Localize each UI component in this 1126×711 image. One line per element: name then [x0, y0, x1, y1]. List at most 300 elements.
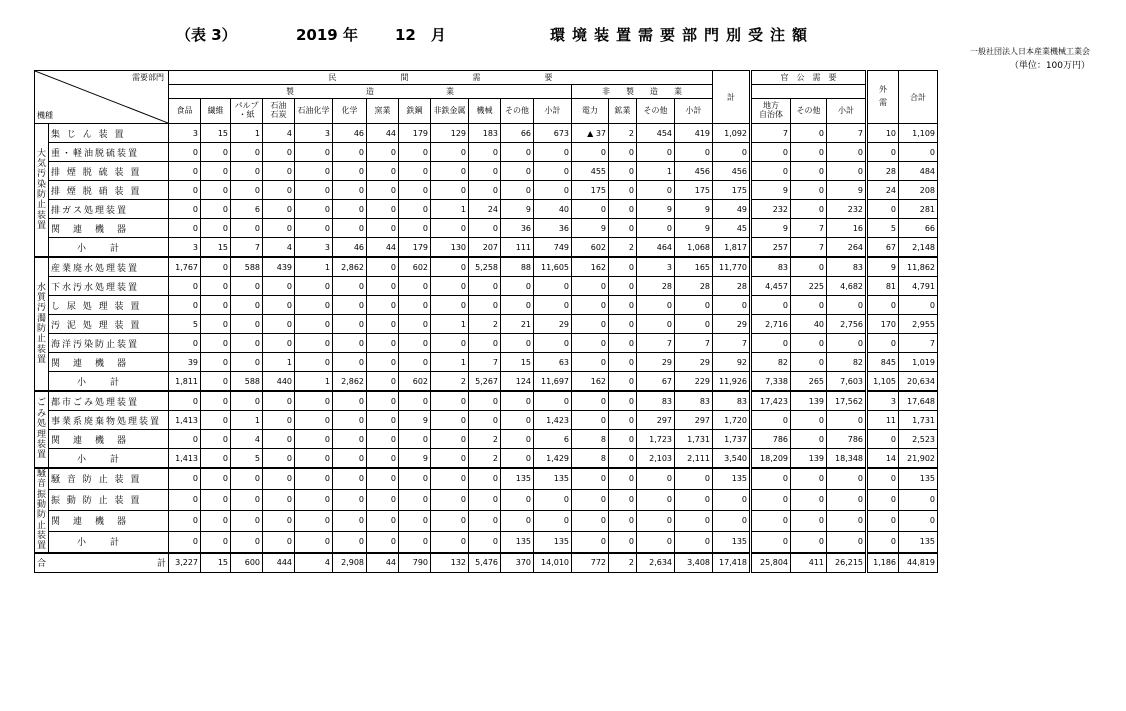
value-cell: 0: [231, 219, 263, 238]
value-cell: 17,562: [827, 391, 867, 411]
value-cell: 135: [534, 531, 572, 552]
value-cell: 0: [572, 200, 609, 219]
value-cell: 0: [791, 430, 827, 449]
row-label: 下水汚水処理装置: [49, 277, 169, 296]
grand-value-cell: 411: [791, 553, 827, 573]
value-cell: 0: [263, 296, 295, 315]
value-cell: 1: [637, 162, 675, 181]
col-header: 小計: [534, 99, 572, 124]
value-cell: 265: [791, 372, 827, 392]
value-cell: 0: [609, 411, 637, 430]
value-cell: 0: [201, 411, 231, 430]
value-cell: 0: [333, 353, 367, 372]
value-cell: 1: [295, 372, 333, 392]
value-cell: 14: [867, 449, 899, 469]
value-cell: 83: [751, 257, 791, 277]
value-cell: 0: [572, 510, 609, 531]
grand-value-cell: 4: [295, 553, 333, 573]
value-cell: 0: [791, 334, 827, 353]
row-label: 汚 泥 処 理 装 置: [49, 315, 169, 334]
value-cell: 9: [751, 181, 791, 200]
value-cell: 7: [675, 334, 713, 353]
value-cell: 0: [501, 334, 534, 353]
overseas-header: 外 需: [867, 71, 899, 124]
value-cell: 0: [469, 143, 501, 162]
value-cell: 7,603: [827, 372, 867, 392]
value-cell: 0: [501, 430, 534, 449]
value-cell: 0: [367, 277, 399, 296]
value-cell: 1,429: [534, 449, 572, 469]
value-cell: 0: [399, 296, 431, 315]
table-number: （表 3）: [176, 26, 237, 44]
demand-sector-label: 需要部門: [132, 73, 165, 82]
value-cell: 0: [431, 449, 469, 469]
value-cell: 0: [469, 277, 501, 296]
value-cell: 0: [333, 200, 367, 219]
value-cell: 139: [791, 449, 827, 469]
value-cell: 0: [751, 162, 791, 181]
value-cell: 7: [469, 353, 501, 372]
value-cell: 0: [201, 489, 231, 510]
value-cell: 0: [169, 200, 201, 219]
value-cell: 29: [713, 315, 751, 334]
value-cell: 0: [367, 489, 399, 510]
value-cell: 0: [791, 181, 827, 200]
value-cell: 4,791: [899, 277, 938, 296]
value-cell: 0: [201, 296, 231, 315]
value-cell: 0: [333, 449, 367, 469]
value-cell: 0: [791, 200, 827, 219]
value-cell: 0: [534, 162, 572, 181]
value-cell: 0: [399, 510, 431, 531]
value-cell: 0: [867, 200, 899, 219]
value-cell: 0: [431, 219, 469, 238]
value-cell: 0: [675, 296, 713, 315]
row-label: 騒 音 防 止 装 置: [49, 468, 169, 489]
value-cell: 0: [169, 510, 201, 531]
table-row: [35, 238, 938, 258]
value-cell: 0: [295, 391, 333, 411]
value-cell: 0: [572, 143, 609, 162]
value-cell: 1: [231, 411, 263, 430]
value-cell: 0: [469, 468, 501, 489]
value-cell: 179: [399, 238, 431, 258]
value-cell: 0: [431, 296, 469, 315]
value-cell: 0: [609, 430, 637, 449]
value-cell: 111: [501, 238, 534, 258]
grand-value-cell: 772: [572, 553, 609, 573]
value-cell: 0: [534, 489, 572, 510]
value-cell: 0: [572, 411, 609, 430]
row-label: 小 計: [49, 531, 169, 552]
value-cell: 0: [295, 353, 333, 372]
value-cell: 454: [637, 124, 675, 143]
grand-label-right: 計: [157, 559, 167, 570]
table-row: [35, 411, 938, 430]
row-label: 関 連 機 器: [49, 430, 169, 449]
value-cell: 0: [469, 296, 501, 315]
value-cell: 3: [867, 391, 899, 411]
value-cell: 484: [899, 162, 938, 181]
table-row: [35, 334, 938, 353]
value-cell: 0: [169, 181, 201, 200]
value-cell: 0: [169, 468, 201, 489]
value-cell: 0: [751, 334, 791, 353]
table-row: [35, 219, 938, 238]
value-cell: 0: [572, 468, 609, 489]
value-cell: 67: [867, 238, 899, 258]
private-demand-header: 民 間 需 要: [169, 71, 713, 85]
value-cell: 0: [609, 372, 637, 392]
value-cell: 439: [263, 257, 295, 277]
value-cell: 0: [609, 449, 637, 469]
value-cell: 0: [333, 315, 367, 334]
value-cell: 0: [295, 334, 333, 353]
value-cell: 46: [333, 238, 367, 258]
value-cell: 0: [367, 257, 399, 277]
value-cell: 2,111: [675, 449, 713, 469]
value-cell: 0: [827, 489, 867, 510]
col-header: 食品: [169, 99, 201, 124]
row-label: 排 煙 脱 硝 装 置: [49, 181, 169, 200]
value-cell: 0: [534, 277, 572, 296]
value-cell: 2,148: [899, 238, 938, 258]
value-cell: 0: [399, 277, 431, 296]
value-cell: 0: [827, 162, 867, 181]
value-cell: 0: [201, 353, 231, 372]
value-cell: 0: [791, 162, 827, 181]
value-cell: 83: [827, 257, 867, 277]
value-cell: 0: [751, 489, 791, 510]
value-cell: 0: [295, 143, 333, 162]
value-cell: 0: [791, 143, 827, 162]
value-cell: 0: [295, 315, 333, 334]
grand-value-cell: 25,804: [751, 553, 791, 573]
value-cell: 0: [201, 531, 231, 552]
value-cell: 2,756: [827, 315, 867, 334]
value-cell: 1,720: [713, 411, 751, 430]
grand-total-label: [35, 553, 169, 573]
value-cell: 0: [367, 219, 399, 238]
value-cell: 0: [827, 468, 867, 489]
value-cell: 0: [572, 277, 609, 296]
value-cell: 28: [637, 277, 675, 296]
value-cell: 0: [367, 296, 399, 315]
col-header: 鉄鋼: [399, 99, 431, 124]
value-cell: 225: [791, 277, 827, 296]
value-cell: 4: [231, 430, 263, 449]
value-cell: 0: [637, 531, 675, 552]
value-cell: 28: [675, 277, 713, 296]
value-cell: 6: [534, 430, 572, 449]
row-label: 関 連 機 器: [49, 353, 169, 372]
value-cell: 135: [501, 468, 534, 489]
report-year: 2019 年: [296, 26, 358, 44]
value-cell: 15: [201, 124, 231, 143]
value-cell: 0: [431, 468, 469, 489]
value-cell: 1,109: [899, 124, 938, 143]
table-row: [35, 257, 938, 277]
col-header: その他: [791, 99, 827, 124]
value-cell: 0: [609, 315, 637, 334]
grand-value-cell: 3,227: [169, 553, 201, 573]
value-cell: 0: [201, 219, 231, 238]
value-cell: 2: [469, 430, 501, 449]
value-cell: 0: [534, 296, 572, 315]
value-cell: 0: [469, 181, 501, 200]
value-cell: 0: [169, 296, 201, 315]
value-cell: 0: [231, 296, 263, 315]
value-cell: 4: [263, 124, 295, 143]
value-cell: 9: [675, 200, 713, 219]
value-cell: 83: [713, 391, 751, 411]
value-cell: 0: [263, 391, 295, 411]
value-cell: 7: [231, 238, 263, 258]
row-label: 集 じ ん 装 置: [49, 124, 169, 143]
value-cell: 0: [263, 277, 295, 296]
value-cell: 175: [572, 181, 609, 200]
row-label: 小 計: [49, 372, 169, 392]
value-cell: 11,697: [534, 372, 572, 392]
value-cell: 0: [169, 162, 201, 181]
value-cell: 40: [791, 315, 827, 334]
value-cell: 0: [609, 489, 637, 510]
value-cell: 0: [295, 277, 333, 296]
value-cell: 9: [572, 219, 609, 238]
value-cell: 0: [751, 296, 791, 315]
value-cell: 135: [899, 468, 938, 489]
value-cell: 135: [713, 531, 751, 552]
value-cell: 9: [751, 219, 791, 238]
value-cell: 0: [609, 531, 637, 552]
public-demand-header: 官 公 需 要: [751, 71, 867, 85]
value-cell: 0: [201, 181, 231, 200]
col-header: 化学: [333, 99, 367, 124]
grand-value-cell: 370: [501, 553, 534, 573]
value-cell: 0: [399, 200, 431, 219]
value-cell: 9: [399, 411, 431, 430]
value-cell: 3,540: [713, 449, 751, 469]
value-cell: 11,770: [713, 257, 751, 277]
value-cell: 0: [431, 181, 469, 200]
value-cell: 0: [675, 143, 713, 162]
table-row: [35, 143, 938, 162]
value-cell: 0: [501, 489, 534, 510]
page-title: 環境装置需要部門別受注額: [550, 26, 815, 44]
row-label: 海洋汚染防止装置: [49, 334, 169, 353]
table-row: [35, 489, 938, 510]
value-cell: 29: [534, 315, 572, 334]
value-cell: 0: [431, 334, 469, 353]
value-cell: 2,716: [751, 315, 791, 334]
value-cell: 0: [333, 489, 367, 510]
value-cell: 0: [295, 200, 333, 219]
value-cell: 0: [263, 219, 295, 238]
value-cell: 0: [263, 143, 295, 162]
col-header: 石油 石炭: [263, 99, 295, 124]
value-cell: 0: [263, 334, 295, 353]
value-cell: 36: [501, 219, 534, 238]
value-cell: 0: [231, 510, 263, 531]
value-cell: 0: [367, 411, 399, 430]
value-cell: 0: [295, 219, 333, 238]
value-cell: 7: [827, 124, 867, 143]
value-cell: 0: [333, 143, 367, 162]
value-cell: 139: [791, 391, 827, 411]
value-cell: 0: [367, 315, 399, 334]
value-cell: 0: [827, 531, 867, 552]
value-cell: 0: [899, 143, 938, 162]
value-cell: 2,103: [637, 449, 675, 469]
value-cell: 2,955: [899, 315, 938, 334]
value-cell: 1,811: [169, 372, 201, 392]
table-row: [35, 449, 938, 469]
value-cell: 2: [469, 449, 501, 469]
value-cell: 5: [169, 315, 201, 334]
value-cell: 0: [231, 315, 263, 334]
value-cell: 0: [791, 468, 827, 489]
value-cell: 0: [367, 162, 399, 181]
value-cell: 0: [675, 510, 713, 531]
value-cell: 0: [201, 162, 231, 181]
value-cell: 0: [609, 200, 637, 219]
value-cell: 0: [827, 334, 867, 353]
value-cell: 5,258: [469, 257, 501, 277]
value-cell: 455: [572, 162, 609, 181]
value-cell: 0: [231, 531, 263, 552]
value-cell: 0: [295, 411, 333, 430]
unit-note: （単位：100万円）: [1009, 61, 1090, 71]
value-cell: 0: [637, 296, 675, 315]
value-cell: 0: [867, 430, 899, 449]
value-cell: 0: [231, 468, 263, 489]
col-header: 窯業: [367, 99, 399, 124]
value-cell: 0: [675, 468, 713, 489]
grand-total-header: 合計: [899, 71, 938, 124]
table-row: [35, 162, 938, 181]
value-cell: 0: [637, 468, 675, 489]
value-cell: 0: [572, 334, 609, 353]
value-cell: 0: [399, 143, 431, 162]
value-cell: 0: [534, 181, 572, 200]
value-cell: 3: [637, 257, 675, 277]
value-cell: 0: [333, 468, 367, 489]
value-cell: 83: [637, 391, 675, 411]
value-cell: 0: [231, 143, 263, 162]
value-cell: 0: [469, 411, 501, 430]
value-cell: 0: [899, 510, 938, 531]
value-cell: 0: [534, 143, 572, 162]
value-cell: 40: [534, 200, 572, 219]
row-label: 関 連 機 器: [49, 219, 169, 238]
table-row: [35, 430, 938, 449]
value-cell: 0: [333, 181, 367, 200]
value-cell: 4,457: [751, 277, 791, 296]
value-cell: 0: [899, 489, 938, 510]
value-cell: 4: [263, 238, 295, 258]
value-cell: 1,413: [169, 449, 201, 469]
manufacturing-header: 製 造 業: [169, 85, 572, 99]
value-cell: 0: [572, 353, 609, 372]
grand-value-cell: 14,010: [534, 553, 572, 573]
value-cell: 0: [263, 468, 295, 489]
value-cell: 44: [367, 124, 399, 143]
value-cell: 0: [827, 143, 867, 162]
value-cell: 9: [867, 257, 899, 277]
grand-value-cell: 444: [263, 553, 295, 573]
value-cell: 0: [333, 411, 367, 430]
value-cell: 18,209: [751, 449, 791, 469]
value-cell: 11,862: [899, 257, 938, 277]
grand-value-cell: 5,476: [469, 553, 501, 573]
non-manufacturing-header: 非 製 造 業: [572, 85, 713, 99]
value-cell: 0: [295, 531, 333, 552]
value-cell: 0: [501, 277, 534, 296]
value-cell: 0: [431, 391, 469, 411]
value-cell: 0: [399, 219, 431, 238]
col-total: 計: [713, 71, 751, 124]
value-cell: 0: [501, 181, 534, 200]
value-cell: 5: [231, 449, 263, 469]
header-corner: [35, 71, 169, 124]
value-cell: 0: [295, 296, 333, 315]
col-header: その他: [637, 99, 675, 124]
row-label: 小 計: [49, 449, 169, 469]
value-cell: 0: [751, 531, 791, 552]
value-cell: 0: [263, 411, 295, 430]
value-cell: 1,423: [534, 411, 572, 430]
value-cell: 0: [609, 257, 637, 277]
value-cell: 0: [534, 510, 572, 531]
value-cell: 0: [333, 531, 367, 552]
value-cell: 786: [751, 430, 791, 449]
category-label: 水 質 汚 濁 防 止 装 置: [35, 257, 49, 391]
value-cell: 0: [263, 315, 295, 334]
value-cell: 0: [675, 315, 713, 334]
value-cell: 29: [675, 353, 713, 372]
value-cell: 0: [827, 510, 867, 531]
value-cell: 0: [572, 489, 609, 510]
value-cell: 63: [534, 353, 572, 372]
table-row: [35, 277, 938, 296]
value-cell: 0: [637, 181, 675, 200]
value-cell: 0: [399, 391, 431, 411]
value-cell: 0: [501, 296, 534, 315]
value-cell: 7: [637, 334, 675, 353]
value-cell: 135: [713, 468, 751, 489]
value-cell: 0: [367, 468, 399, 489]
value-cell: 2: [431, 372, 469, 392]
value-cell: 1,068: [675, 238, 713, 258]
value-cell: 45: [713, 219, 751, 238]
orders-table: [34, 70, 938, 573]
value-cell: 11,926: [713, 372, 751, 392]
value-cell: 297: [675, 411, 713, 430]
value-cell: 0: [637, 315, 675, 334]
value-cell: 9: [637, 200, 675, 219]
value-cell: 1: [431, 353, 469, 372]
value-cell: 0: [609, 277, 637, 296]
value-cell: 175: [675, 181, 713, 200]
value-cell: 207: [469, 238, 501, 258]
col-header: 繊維: [201, 99, 231, 124]
value-cell: 0: [399, 353, 431, 372]
value-cell: 0: [867, 143, 899, 162]
value-cell: 0: [751, 143, 791, 162]
value-cell: 135: [501, 531, 534, 552]
value-cell: 11: [867, 411, 899, 430]
value-cell: 44: [367, 238, 399, 258]
